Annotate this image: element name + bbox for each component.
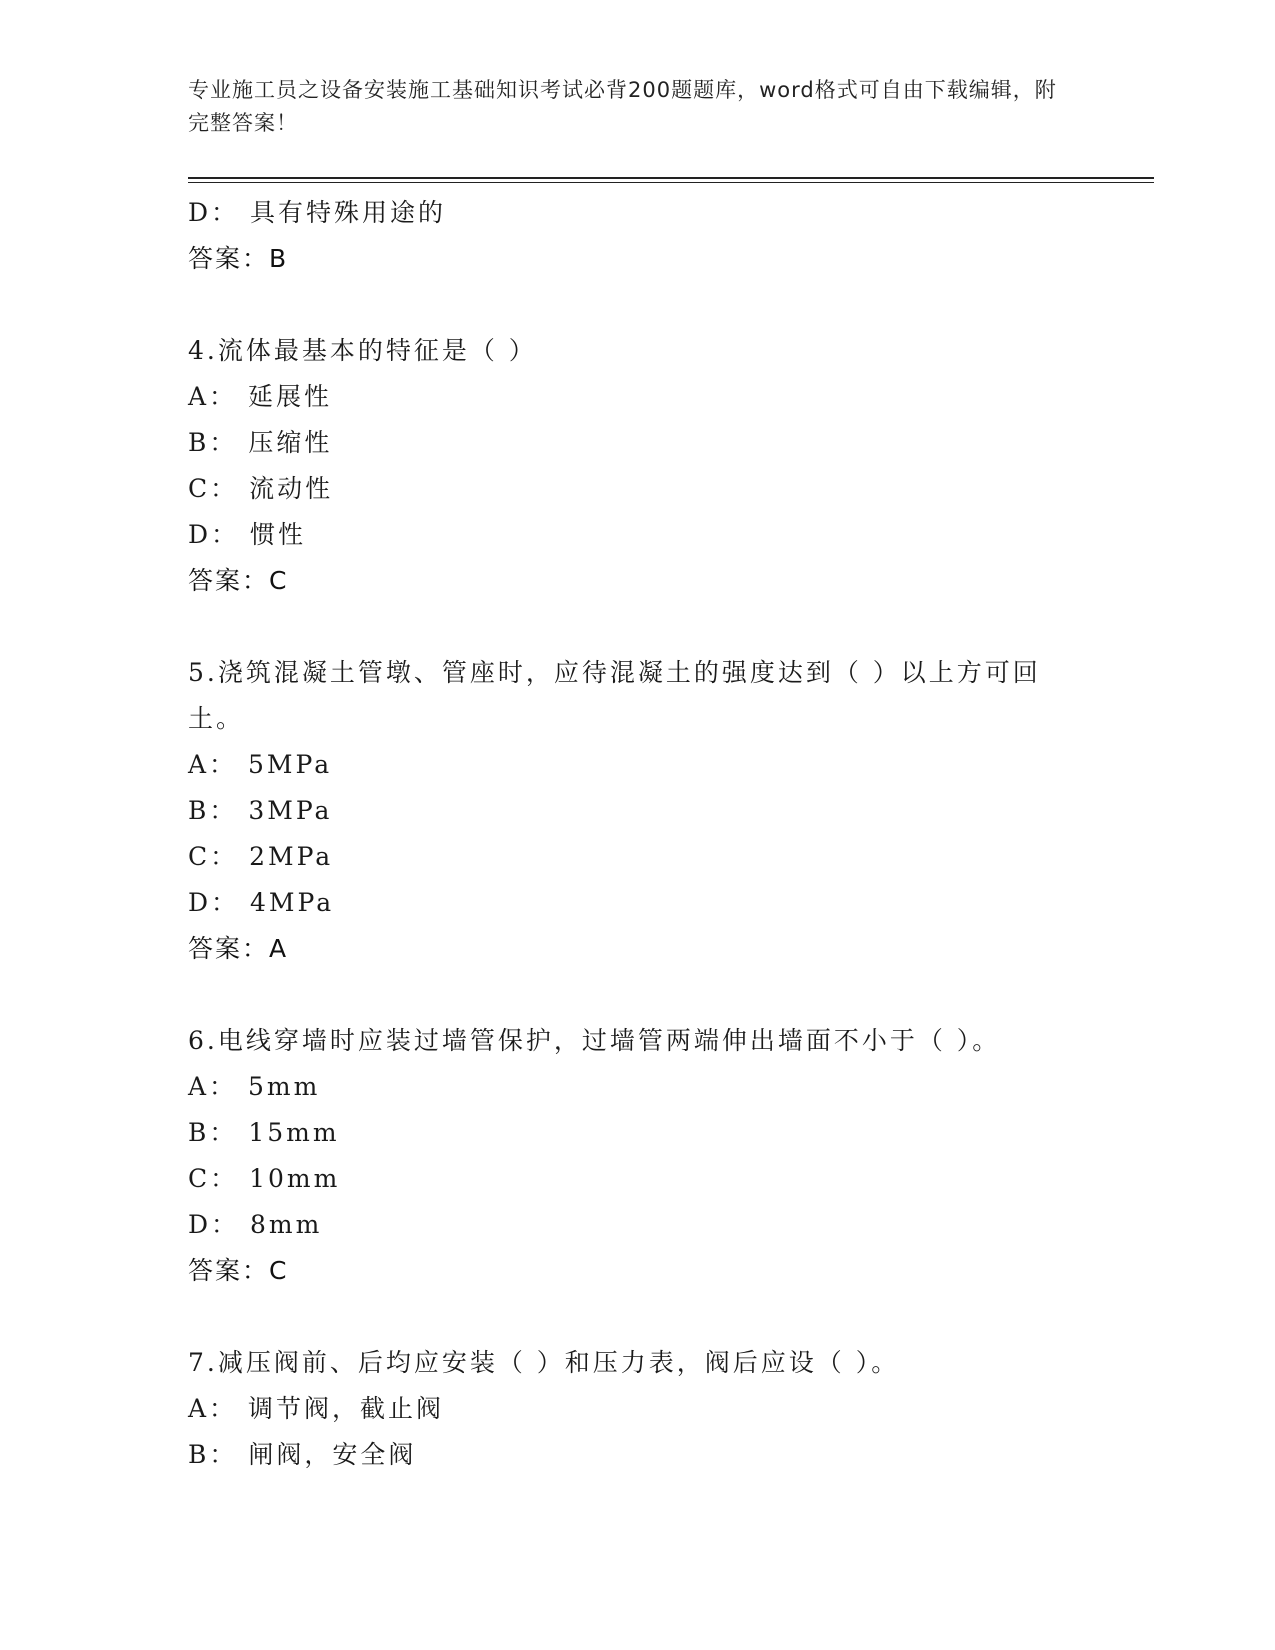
option-key: A： — [188, 1394, 238, 1423]
answer-line: 答案：C — [188, 566, 289, 595]
document-body — [188, 190, 1088, 1478]
option-b — [188, 420, 1088, 466]
option-key: D： — [188, 1210, 240, 1239]
answer-line: 答案：C — [188, 1256, 289, 1285]
option-text: 压缩性 — [248, 428, 333, 457]
option-key: B： — [188, 428, 238, 457]
spacer — [188, 972, 1088, 1018]
option-a — [188, 1386, 1088, 1432]
option-a — [188, 374, 1088, 420]
option-a — [188, 1064, 1088, 1110]
question-text: 6.电线穿墙时应装过墙管保护，过墙管两端伸出墙面不小于（ ）。 — [188, 1026, 1001, 1055]
option-text: 具有特殊用途的 — [250, 198, 447, 227]
question-block-3 — [188, 190, 1088, 282]
option-d — [188, 880, 1088, 926]
question-text: 5.浇筑混凝土管墩、管座时，应待混凝土的强度达到（ ）以上方可回土。 — [188, 658, 1041, 733]
question-block-4 — [188, 328, 1088, 604]
answer-line: 答案：A — [188, 934, 289, 963]
option-text: 闸阀，安全阀 — [248, 1440, 417, 1469]
option-key: B： — [188, 1118, 238, 1147]
option-key: B： — [188, 796, 238, 825]
question-block-6 — [188, 1018, 1088, 1294]
option-b — [188, 788, 1088, 834]
option-b — [188, 1432, 1088, 1478]
option-key: D： — [188, 520, 240, 549]
option-key: C： — [188, 842, 239, 871]
option-text: 4MPa — [250, 888, 335, 917]
option-key: A： — [188, 382, 238, 411]
option-d — [188, 512, 1088, 558]
option-c — [188, 1156, 1088, 1202]
option-d — [188, 1202, 1088, 1248]
option-text: 15mm — [248, 1118, 340, 1147]
document-title: 专业施工员之设备安装施工基础知识考试必背200题题库，word格式可自由下载编辑，附完整答案！ — [188, 78, 1057, 135]
option-text: 2MPa — [249, 842, 334, 871]
question-text: 4.流体最基本的特征是（ ） — [188, 336, 537, 365]
page-header — [188, 74, 1068, 140]
option-text: 延展性 — [248, 382, 333, 411]
option-text: 5mm — [248, 1072, 321, 1101]
spacer — [188, 1294, 1088, 1340]
option-key: D： — [188, 888, 240, 917]
option-text: 惯性 — [250, 520, 307, 549]
option-key: B： — [188, 1440, 238, 1469]
answer-line: 答案：B — [188, 244, 289, 273]
option-d — [188, 190, 1088, 236]
option-c — [188, 834, 1088, 880]
spacer — [188, 604, 1088, 650]
option-key: A： — [188, 750, 238, 779]
question-text: 7.减压阀前、后均应安装（ ）和压力表，阀后应设（ ）。 — [188, 1348, 900, 1377]
header-divider — [188, 177, 1154, 183]
question-block-5 — [188, 650, 1088, 972]
option-text: 10mm — [249, 1164, 341, 1193]
option-text: 流动性 — [249, 474, 334, 503]
option-text: 3MPa — [248, 796, 333, 825]
option-key: D： — [188, 198, 240, 227]
option-a — [188, 742, 1088, 788]
option-text: 调节阀，截止阀 — [248, 1394, 445, 1423]
option-text: 5MPa — [248, 750, 333, 779]
option-c — [188, 466, 1088, 512]
option-text: 8mm — [250, 1210, 323, 1239]
spacer — [188, 282, 1088, 328]
question-block-7 — [188, 1340, 1088, 1478]
option-b — [188, 1110, 1088, 1156]
option-key: C： — [188, 1164, 239, 1193]
option-key: A： — [188, 1072, 238, 1101]
option-key: C： — [188, 474, 239, 503]
